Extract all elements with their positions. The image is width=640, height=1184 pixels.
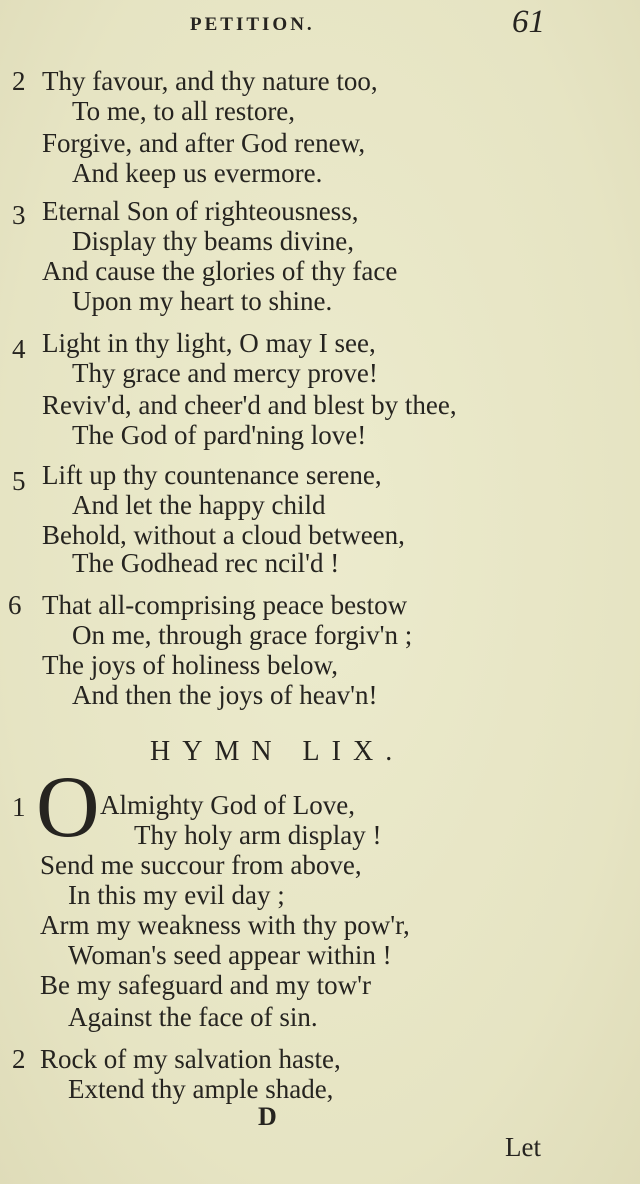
verse-line: Almighty God of Love,: [100, 790, 355, 820]
stanza-number: 2: [12, 66, 26, 96]
verse-line: Against the face of sin.: [68, 1002, 318, 1032]
verse-line: And then the joys of heav'n!: [72, 680, 378, 710]
verse-line: The God of pard'ning love!: [72, 420, 367, 450]
drop-cap: O: [36, 759, 100, 856]
verse-line: Extend thy ample shade,: [68, 1074, 334, 1104]
verse-line: Thy holy arm display !: [134, 820, 382, 850]
stanza-number: 3: [12, 200, 26, 230]
verse-line: On me, through grace forgiv'n ;: [72, 620, 413, 650]
verse-line: Behold, without a cloud between,: [42, 520, 405, 550]
verse-line: Display thy beams divine,: [72, 226, 354, 256]
verse-line: Thy favour, and thy nature too,: [42, 66, 378, 96]
verse-line: Eternal Son of righteousness,: [42, 196, 359, 226]
stanza-number: 5: [12, 466, 26, 496]
verse-line: Upon my heart to shine.: [72, 286, 333, 316]
stanza-number: 2: [12, 1044, 26, 1074]
verse-line: Light in thy light, O may I see,: [42, 328, 376, 358]
verse-line: Forgive, and after God renew,: [42, 128, 366, 158]
page-number: 61: [512, 4, 545, 40]
stanza-number: 4: [12, 334, 26, 364]
verse-line: Be my safeguard and my tow'r: [40, 970, 372, 1000]
verse-line: Thy grace and mercy prove!: [72, 358, 378, 388]
verse-line: Send me succour from above,: [40, 850, 362, 880]
verse-line: Rock of my salvation haste,: [40, 1044, 341, 1074]
signature-mark: D: [258, 1102, 277, 1131]
verse-line: To me, to all restore,: [72, 96, 296, 126]
verse-line: That all-comprising peace bestow: [42, 590, 408, 620]
verse-line: And keep us evermore.: [72, 158, 323, 188]
catchword: Let: [505, 1132, 541, 1162]
verse-line: The joys of holiness below,: [42, 650, 338, 680]
verse-line: Arm my weakness with thy pow'r,: [40, 910, 410, 940]
verse-line: Woman's seed appear within !: [68, 940, 392, 970]
hymn-title: HYMN LIX.: [150, 736, 405, 767]
stanza-number: 6: [8, 590, 22, 620]
verse-line: In this my evil day ;: [68, 880, 285, 910]
verse-line: The Godhead rec ncil'd !: [72, 548, 340, 578]
running-head: PETITION.: [190, 14, 315, 35]
verse-line: Reviv'd, and cheer'd and blest by thee,: [42, 390, 457, 420]
stanza-number: 1: [12, 792, 26, 822]
verse-line: Lift up thy countenance serene,: [42, 460, 382, 490]
verse-line: And let the happy child: [72, 490, 326, 520]
verse-line: And cause the glories of thy face: [42, 256, 398, 286]
